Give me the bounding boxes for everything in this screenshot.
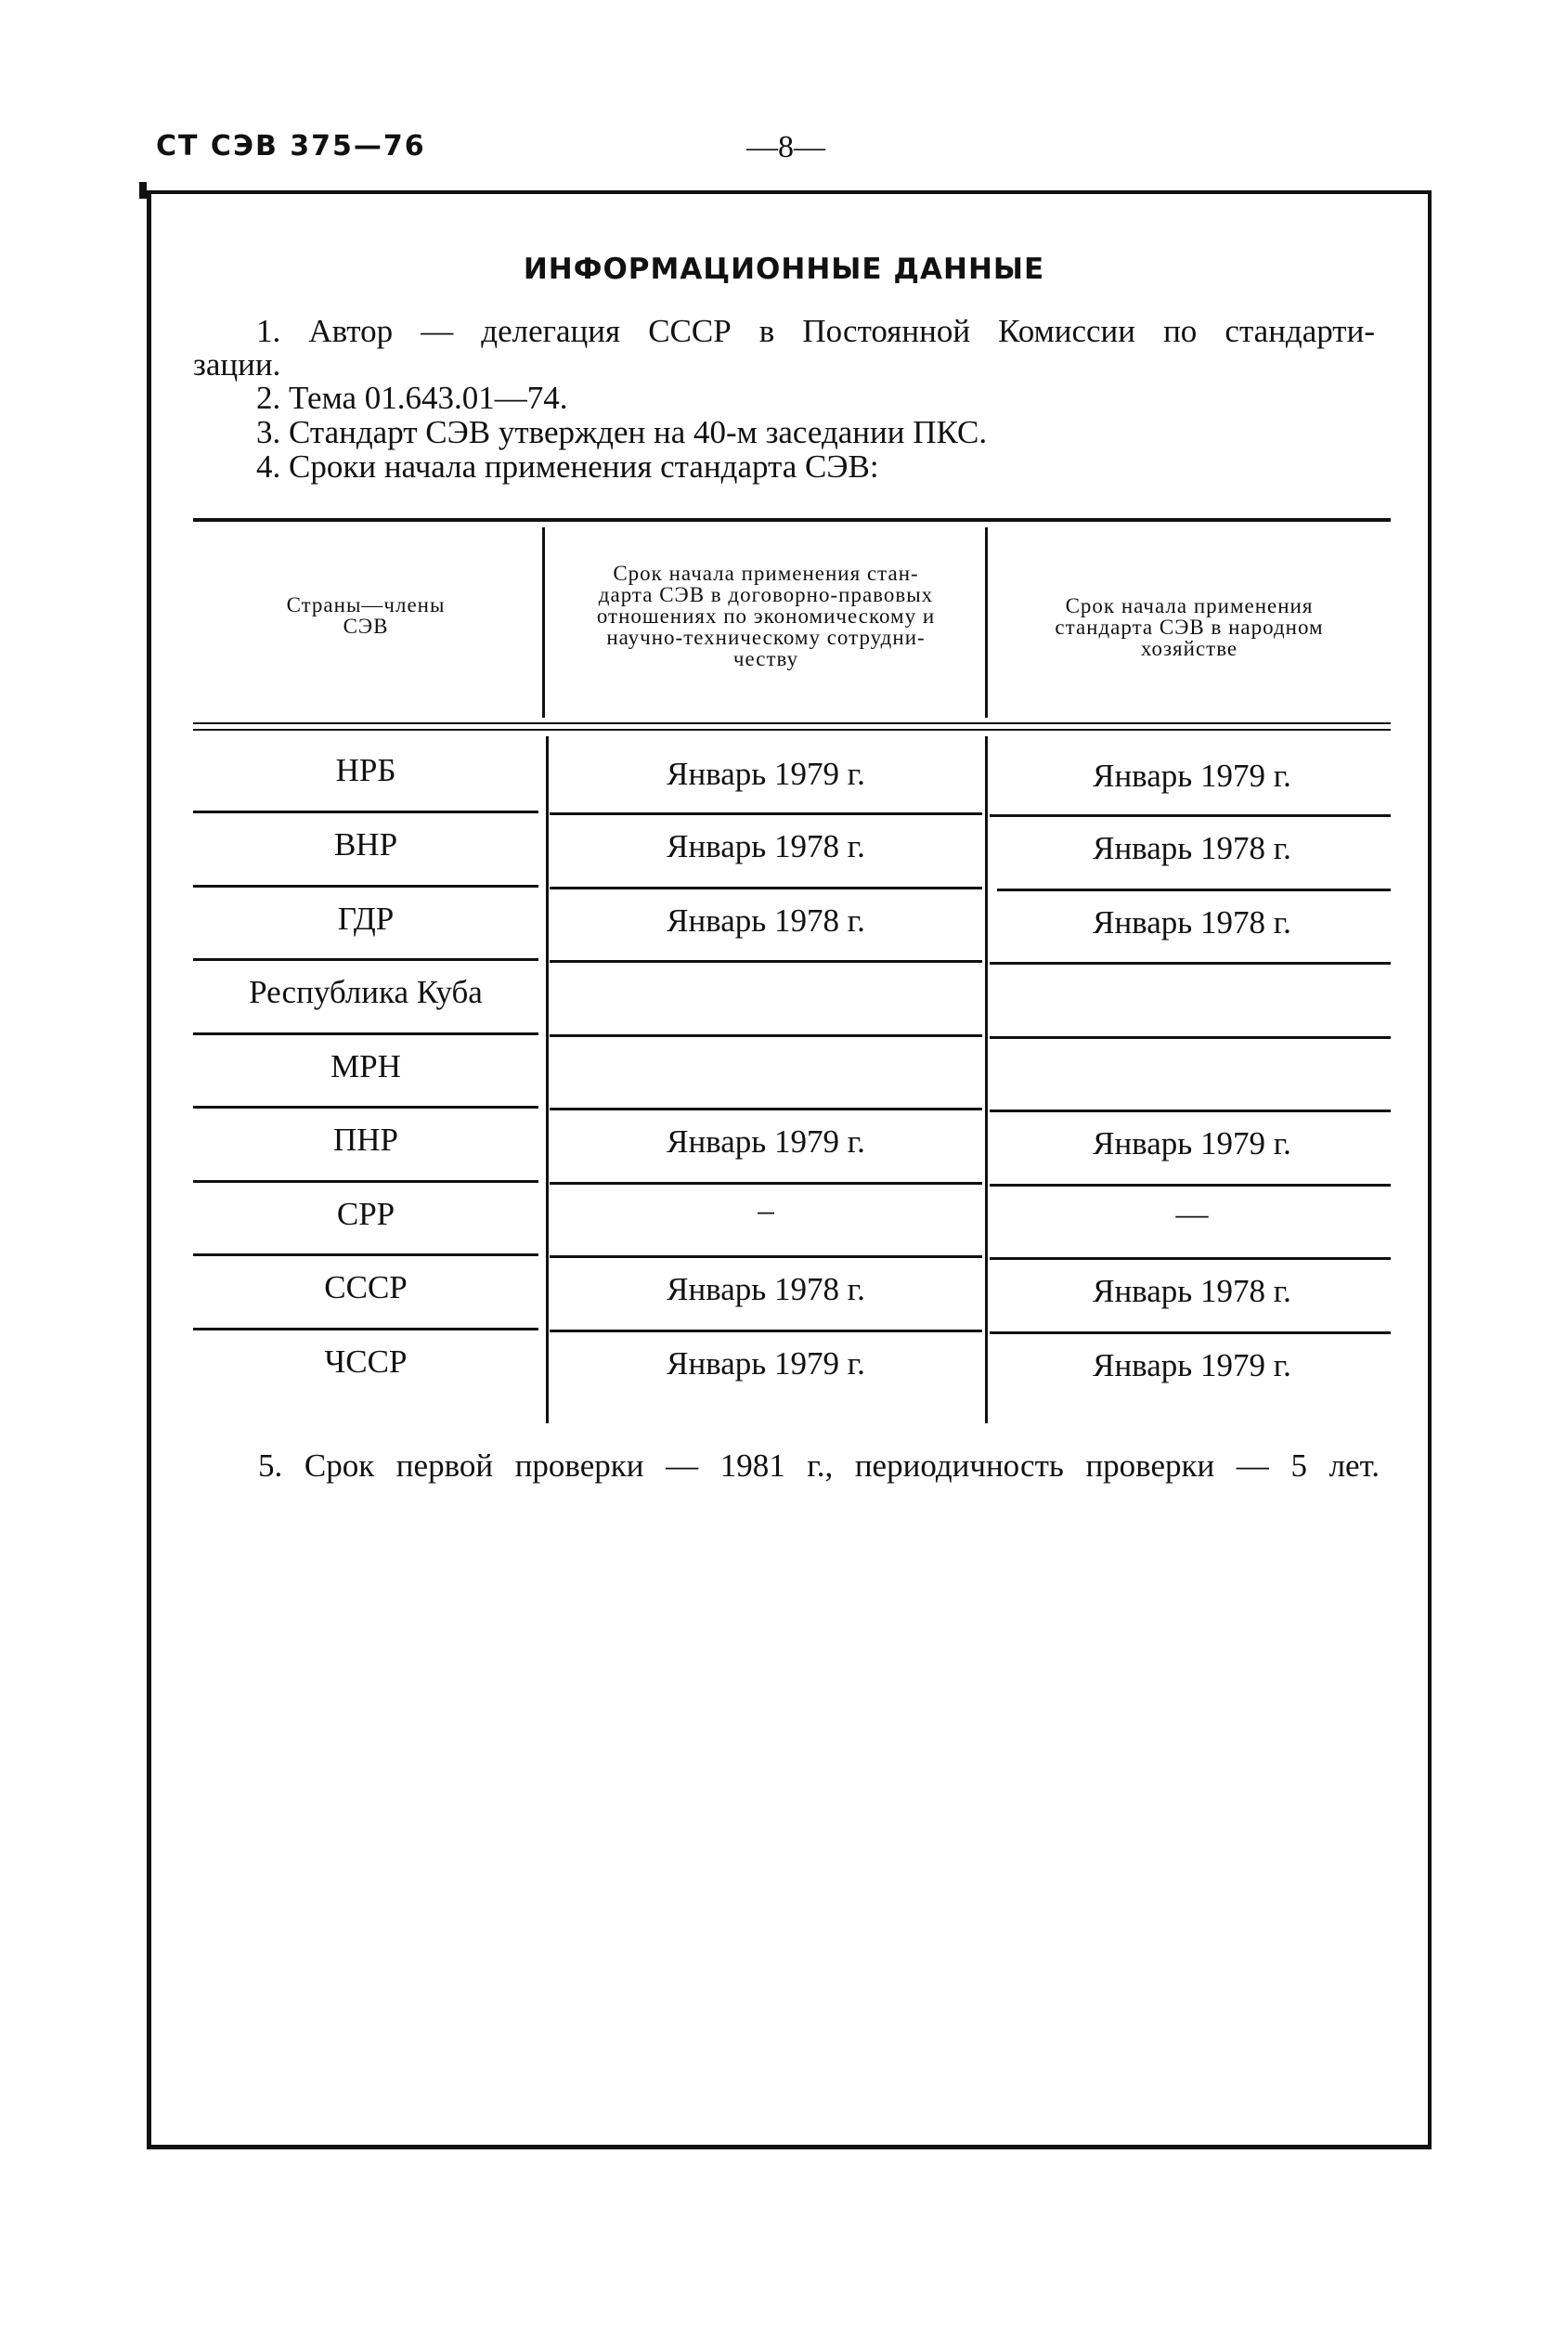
country-cell: СРР [336, 1196, 395, 1232]
header-contract-date: Срок начала применения стан- дарта СЭВ в договорно-правовых отношениях по экономическому и научно-техническому сотрудни- честву [596, 562, 936, 670]
document-code: СТ СЭВ 375—76 [156, 130, 426, 162]
contract-date-cell: Январь 1979 г. [667, 756, 865, 792]
economy-date-cell: Январь 1978 г. [1093, 904, 1291, 941]
table-top-rule [193, 518, 1391, 522]
row-rule [193, 958, 538, 961]
item-1-line-1: 1. Автор — делегация СССР в Постоянной Комиссии по стандарти- [256, 313, 1375, 349]
country-cell: НРБ [335, 752, 396, 788]
row-rule [550, 1182, 982, 1185]
economy-date-cell: Январь 1979 г. [1093, 758, 1291, 794]
row-rule [550, 887, 982, 889]
item-2: 2. Тема 01.643.01—74. [256, 380, 568, 416]
row-rule [550, 1255, 982, 1258]
country-cell: ГДР [337, 901, 395, 937]
row-rule [990, 1110, 1391, 1112]
contract-date-cell: Январь 1979 г. [667, 1123, 865, 1160]
contract-date-cell: Январь 1978 г. [667, 828, 865, 864]
row-rule [990, 1184, 1391, 1187]
row-rule [193, 1032, 538, 1035]
row-rule [990, 1257, 1391, 1260]
row-rule [193, 885, 538, 888]
row-rule [990, 1331, 1391, 1334]
row-rule [193, 1328, 538, 1330]
header-rule-1 [193, 722, 1391, 724]
item-3: 3. Стандарт СЭВ утвержден на 40-м заседании ПКС. [256, 414, 988, 450]
header-economy-date: Срок начала применения стандарта СЭВ в народном хозяйстве [1055, 594, 1324, 660]
country-cell: СССР [324, 1269, 408, 1305]
country-cell: МРН [330, 1048, 401, 1084]
row-rule [193, 1106, 538, 1109]
item-4: 4. Сроки начала применения стандарта СЭВ: [256, 448, 879, 485]
contract-date-cell: Январь 1978 г. [667, 1271, 865, 1307]
row-rule [550, 1330, 982, 1332]
row-rule [193, 1253, 538, 1256]
economy-date-cell: Январь 1978 г. [1093, 830, 1291, 866]
economy-date-cell: Январь 1979 г. [1093, 1125, 1291, 1162]
row-rule [550, 812, 982, 815]
country-cell: Республика Куба [249, 974, 483, 1010]
col-separator-2-body [985, 736, 988, 1423]
row-rule [997, 889, 1391, 891]
header-countries: Страны—члены СЭВ [286, 593, 446, 638]
country-cell: ВНР [333, 826, 398, 863]
row-rule [990, 1036, 1391, 1039]
economy-date-cell: — [1175, 1196, 1209, 1232]
row-rule [550, 960, 982, 963]
contract-date-cell: – [758, 1192, 774, 1228]
row-rule [990, 962, 1391, 965]
section-title: ИНФОРМАЦИОННЫЕ ДАННЫЕ [523, 253, 1045, 286]
row-rule [990, 814, 1391, 817]
item-1-line-2: зации. [193, 346, 281, 383]
item-5: 5. Срок первой проверки — 1981 г., периодичность проверки — 5 лет. [258, 1447, 1380, 1484]
contract-date-cell: Январь 1979 г. [667, 1345, 865, 1382]
application-dates-table [193, 518, 1391, 1423]
row-rule [550, 1034, 982, 1037]
economy-date-cell: Январь 1978 г. [1093, 1273, 1291, 1309]
col-separator-1 [542, 527, 545, 718]
country-cell: ПНР [332, 1122, 399, 1158]
row-rule [550, 1108, 982, 1110]
economy-date-cell: Январь 1979 г. [1093, 1347, 1291, 1383]
contract-date-cell: Январь 1978 г. [667, 902, 865, 939]
frame-corner-mark [139, 182, 147, 199]
row-rule [193, 811, 538, 813]
row-rule [193, 1180, 538, 1183]
country-cell: ЧССР [324, 1343, 408, 1380]
header-rule-2 [193, 729, 1391, 731]
page-number: —8— [746, 130, 825, 164]
